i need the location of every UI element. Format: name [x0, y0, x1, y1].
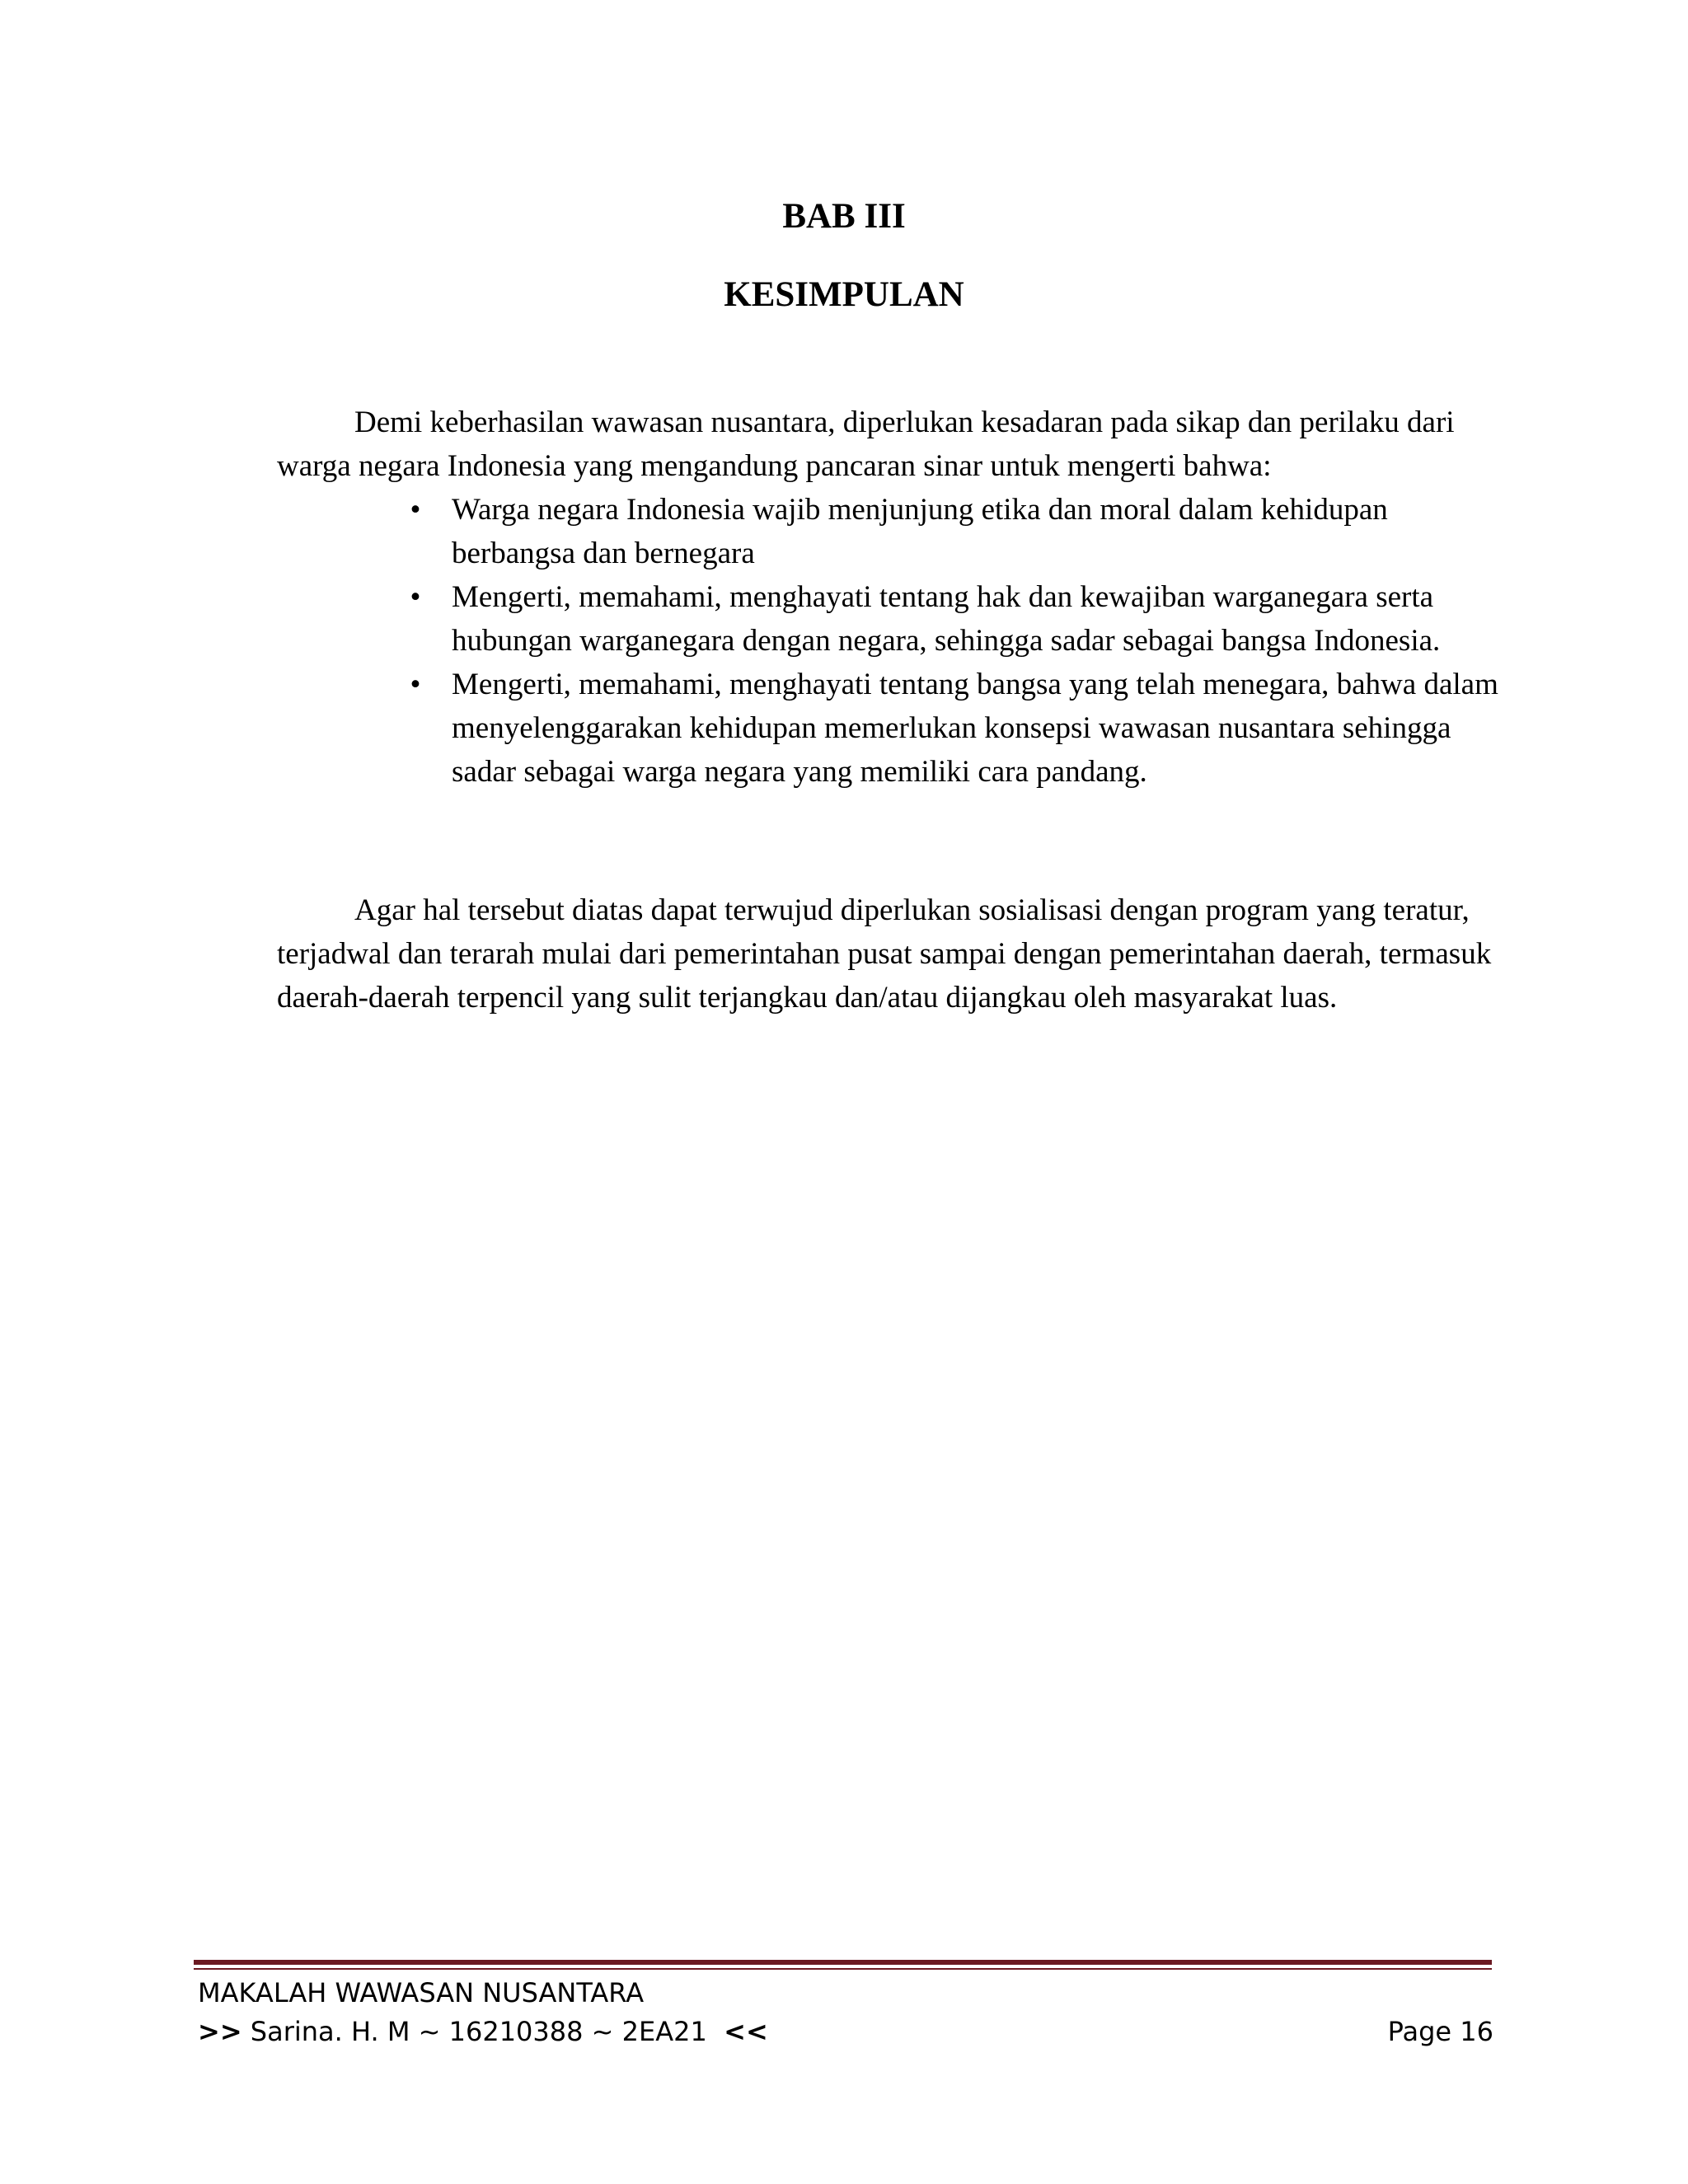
- bullet-icon: •: [410, 493, 421, 527]
- section-title: KESIMPULAN: [724, 275, 964, 314]
- conclusion-bullet-list: [410, 488, 1507, 794]
- bullet-icon: •: [410, 668, 421, 701]
- footer-suffix: <<: [724, 2016, 768, 2047]
- footer-author-line: [198, 2015, 768, 2048]
- bullet-text: Mengerti, memahami, menghayati tentang bangsa yang telah menegara, bahwa dalam menyelenggarakan kehidupan memerlukan konsepsi wawasan nusantara sehingga sadar sebagai warga negara yang memiliki cara pandang.: [452, 668, 1498, 789]
- closing-paragraph: Agar hal tersebut diatas dapat terwujud diperlukan sosialisasi dengan program yang teratur, terjadwal dan terarah mulai dari pemerintahan pusat sampai dengan pemerintahan daerah, termasuk daerah-daerah terpencil yang sulit terjangkau dan/atau dijangkau oleh masyarakat luas.: [277, 893, 1492, 1015]
- bullet-item: [410, 488, 1507, 575]
- bullet-icon: •: [410, 580, 421, 614]
- footer-author: Sarina. H. M ~ 16210388 ~ 2EA21: [241, 2016, 724, 2047]
- bullet-text: Mengerti, memahami, menghayati tentang hak dan kewajiban warganegara serta hubungan warganegara dengan negara, sehingga sadar sebagai bangsa Indonesia.: [452, 580, 1441, 658]
- bullet-item: [410, 575, 1507, 663]
- bullet-text: Warga negara Indonesia wajib menjunjung etika dan moral dalam kehidupan berbangsa dan bernegara: [452, 493, 1388, 570]
- footer-title: MAKALAH WAWASAN NUSANTARA: [198, 1977, 645, 2008]
- page-number: Page 16: [1387, 2016, 1493, 2047]
- bullet-item: [410, 663, 1507, 794]
- chapter-title: BAB III: [782, 197, 906, 236]
- footer-prefix: >>: [198, 2016, 242, 2047]
- footer-rule-thick: [194, 1960, 1492, 1965]
- footer-rule-thin: [194, 1968, 1492, 1970]
- intro-paragraph: Demi keberhasilan wawasan nusantara, diperlukan kesadaran pada sikap dan perilaku dari warga negara Indonesia yang mengandung pancaran sinar untuk mengerti bahwa:: [277, 405, 1455, 483]
